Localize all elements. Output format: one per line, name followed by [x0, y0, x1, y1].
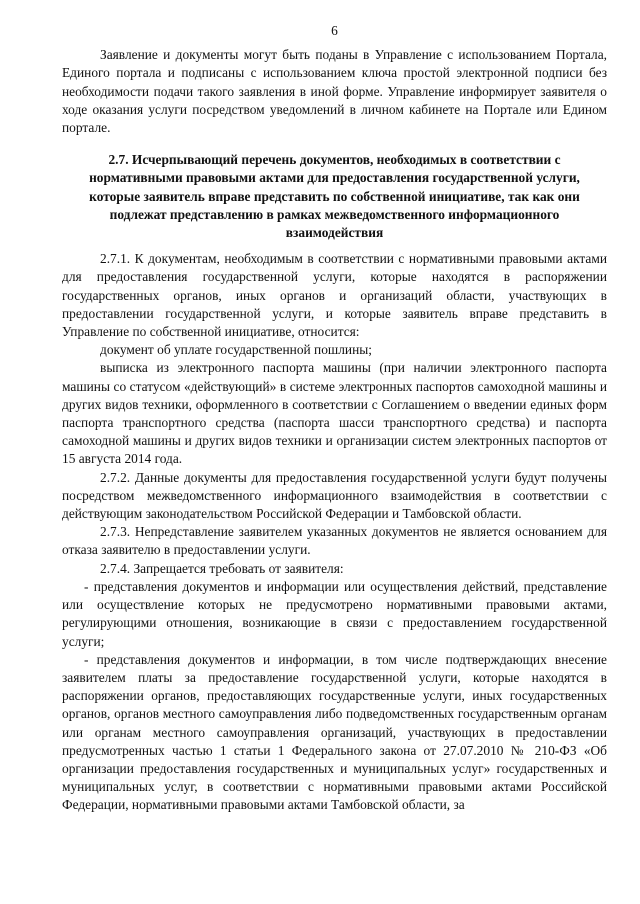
paragraph-2-7-4: 2.7.4. Запрещается требовать от заявителя:: [100, 560, 344, 576]
dash-item-2: - представления документов и информации, в том числе подтверждающих внесение заявителем платы за предоставление государственной услуги, которые находятся в распоряжении органов, предоставляющих государственные услуги, иных государственных органов, органов местного самоуправления либо подведомственных государственным органам или органам местного самоуправления организаций, участвующих в предоставлении предусмотренных частью 1 статьи 1 Федерального закона от 27.07.2010 № 210-ФЗ «Об организации предоставления государственных и муниципальных услуг» государственных и муниципальных услуг, в соответствии с нормативными правовыми актами Российской Федерации, нормативными правовыми актами Тамбовской области, за: [62, 651, 607, 813]
page-number: 6: [331, 23, 338, 38]
paragraph-2-7-2: 2.7.2. Данные документы для предоставления государственной услуги будут получены посредством межведомственного информационного взаимодействия в соответствии с действующим законодательством Российской Федерации и Тамбовской области.: [62, 469, 607, 522]
dash-item-1: - представления документов и информации или осуществления действий, представление или осуществление которых не предусмотрено нормативными правовыми актами, регулирующими отношения, возникающие в связи с предоставлением государственной услуги;: [62, 578, 607, 649]
section-heading: 2.7. Исчерпывающий перечень документов, необходимых в соответствии с нормативными правовыми актами для предоставления государственной услуги, которые заявитель вправе представить по собственной инициативе, так как они подлежат представлению в рамках межведомственного информационного взаимодействия: [89, 152, 580, 241]
list-item-extract: выписка из электронного паспорта машины (при наличии электронного паспорта машины со статусом «действующий» в системе электронных паспортов самоходной машины и других видов техники, оформленного в соответствии с Соглашением о введении единых форм паспорта транспортного средства (паспорта шасси транспортного средства) и паспорта самоходной машины и других видов техники и организации систем электронных паспортов от 15 августа 2014 года.: [62, 360, 607, 467]
intro-paragraph: Заявление и документы могут быть поданы в Управление с использованием Портала, Единого портала и подписаны с использованием ключа простой электронной подписи без необходимости подачи такого заявления в иной форме. Управление информирует заявителя о ходе оказания услуги посредством уведомлений в личном кабинете на Портале или Едином портале.: [62, 47, 607, 136]
paragraph-2-7-1: 2.7.1. К документам, необходимым в соответствии с нормативными правовыми актами для предоставления государственной услуги, которые находятся в распоряжении государственных органов, иных органов и организаций области, участвующих в предоставлении государственной услуги, и которые заявитель вправе представить в Управление по собственной инициативе, относится:: [62, 251, 607, 340]
list-item-fee: документ об уплате государственной пошлины;: [100, 342, 372, 358]
paragraph-2-7-3: 2.7.3. Непредставление заявителем указанных документов не является основанием для отказа заявителю в предоставлении услуги.: [62, 524, 607, 558]
section-heading-block: [62, 151, 607, 242]
